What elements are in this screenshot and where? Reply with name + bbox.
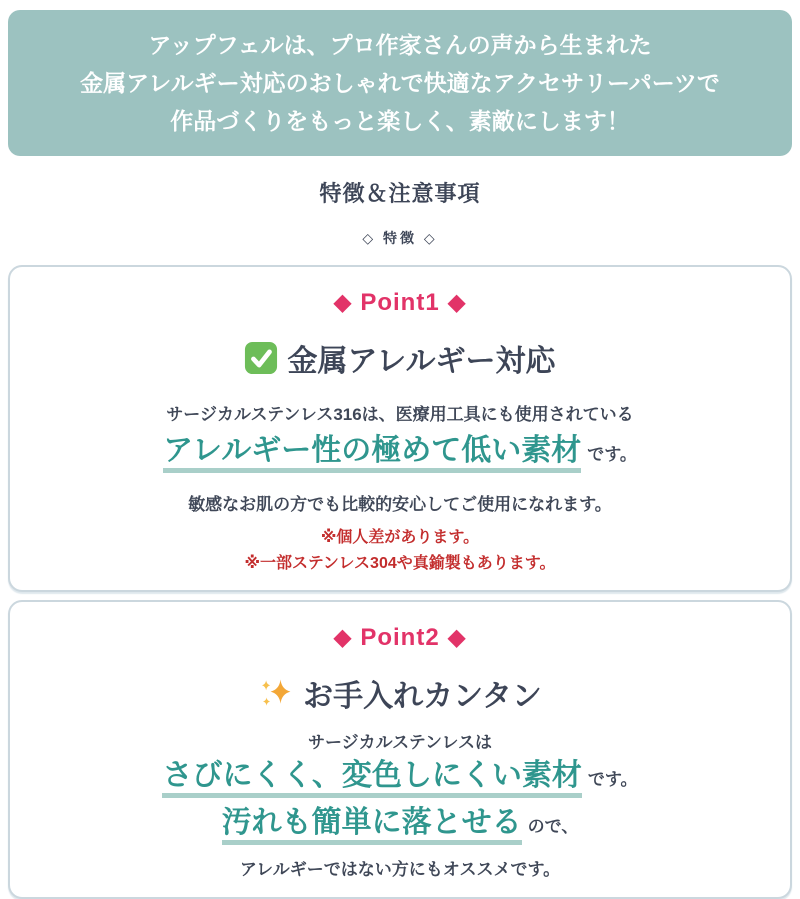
point1-label: ◆ Point1 ◆ — [333, 289, 467, 316]
point1-highlight-line — [22, 432, 778, 470]
point1-note-1: ※個人差があります。 — [320, 528, 480, 546]
point2-highlight-text-2: 汚れも簡単に落とせる — [222, 806, 522, 845]
point1-highlight-text: アレルギー性の極めて低い素材 — [163, 434, 581, 473]
point2-card — [8, 600, 792, 899]
banner-line-3: 作品づくりをもっと楽しく、素敵にします！ — [170, 108, 630, 134]
point2-body-line-2: アレルギーではない方にもオススメです。 — [239, 859, 561, 879]
point2-highlight-line-2 — [22, 804, 778, 842]
point2-highlight-suffix-2: ので、 — [527, 817, 579, 836]
point1-body-line-1: サージカルステンレス316は、医療用工具にも使用されている — [166, 405, 634, 424]
point2-highlight-line-1 — [22, 757, 778, 795]
section-subtitle: ◇ 特徴 ◇ — [362, 230, 438, 246]
point1-body-line-2: 敏感なお肌の方でも比較的安心してご使用になれます。 — [188, 494, 612, 514]
point1-highlight-suffix: です。 — [587, 445, 637, 464]
point1-note-2: ※一部ステンレス304や真鍮製もあります。 — [244, 554, 556, 572]
point2-body-line-1: サージカルステンレスは — [307, 732, 493, 752]
point2-highlight-text-1: さびにくく、変色しにくい素材 — [162, 759, 581, 798]
intro-banner — [8, 10, 792, 156]
sparkles-icon — [258, 675, 294, 711]
banner-line-1: アップフェルは、プロ作家さんの声から生まれた — [148, 32, 652, 58]
check-mark-button-icon — [244, 341, 278, 375]
point2-label: ◆ Point2 ◆ — [333, 623, 467, 651]
section-title: 特徴＆注意事項 — [319, 181, 481, 206]
point1-card — [8, 265, 792, 592]
point1-heading: 金属アレルギー対応 — [287, 345, 556, 378]
point2-heading-row — [22, 671, 778, 715]
banner-line-2: 金属アレルギー対応のおしゃれで快適なアクセサリーパーツで — [80, 70, 720, 96]
point2-highlight-suffix-1: です。 — [587, 769, 638, 789]
point2-heading: お手入れカンタン — [303, 679, 542, 713]
point1-heading-row — [22, 336, 778, 380]
